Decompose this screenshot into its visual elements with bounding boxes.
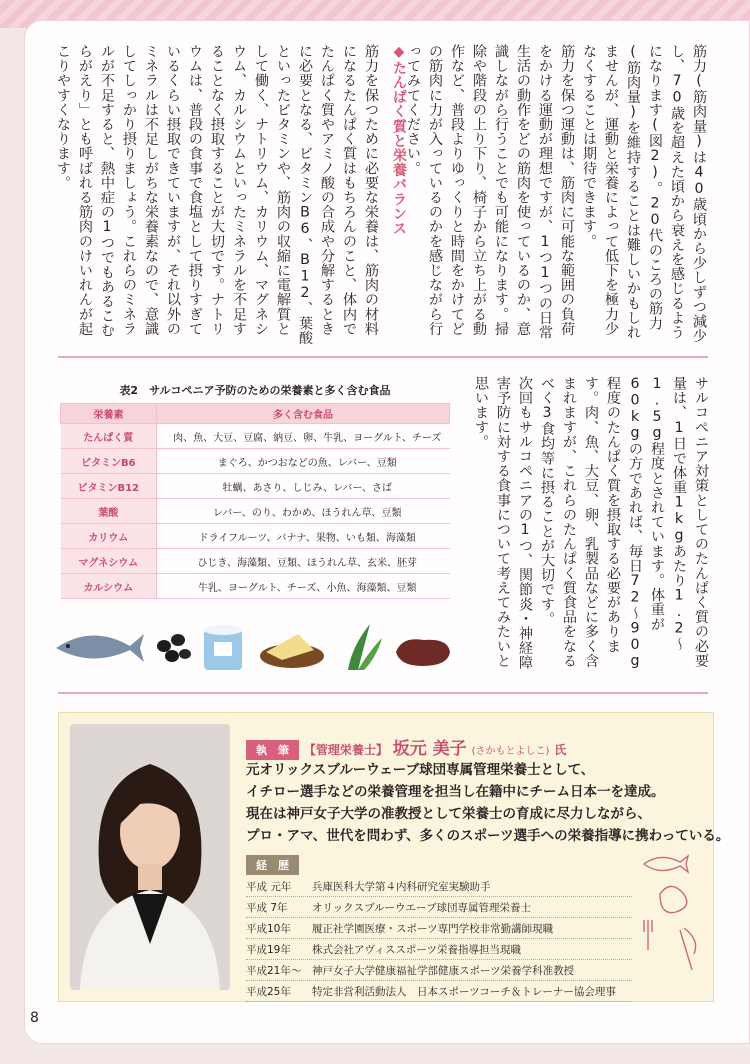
section-heading: ◆たんぱく質と栄養バランス [391, 44, 407, 236]
table-row [61, 499, 450, 524]
divider [58, 692, 708, 694]
paragraph: 筋力を保つ運動は、筋肉に可能な範囲の負荷をかける運動が理想ですが、1つ1つの日常生活の動作をどの筋肉を使っているのか、意識しながら行うことでも可能になります。掃除や階段の上り下り、椅子から立ち上がる動作など、普段よりゆっくりと時間をかけてどの筋肉に力が入っているのかを感じながら行ってみてください。 [405, 44, 575, 340]
food-cell: まぐろ、かつおなどの魚、レバー、豆類 [157, 449, 450, 474]
career-year: 平成19年 [246, 943, 291, 956]
nutrient-cell: カリウム [61, 524, 157, 549]
career-year: 平成25年 [246, 985, 291, 998]
liver-icon [396, 639, 450, 666]
cheese-icon [260, 634, 324, 668]
food-cell: レバー、のり、わかめ、ほうれん草、豆類 [157, 499, 450, 524]
nutrient-table [60, 403, 450, 599]
yogurt-icon [204, 625, 242, 670]
author-name: 坂元 美子 [392, 739, 467, 759]
career-desc: 株式会社アヴィススポーツ栄養指導担当現職 [312, 943, 521, 956]
career-desc: 特定非営利活動法人 日本スポーツコーチ＆トレーナー協会理事 [312, 985, 616, 998]
career-heading [246, 854, 299, 875]
food-cell: 牛乳、ヨーグルト、チーズ、小魚、海藻類、豆類 [157, 574, 450, 599]
career-year: 平成21年〜 [246, 964, 302, 977]
career-year: 平成 元年 [246, 880, 292, 893]
nutrient-cell: マグネシウム [61, 549, 157, 574]
bio-line: 現在は神戸女子大学の准教授として栄養士の育成に尽力しながら、 [246, 806, 651, 822]
career-row [246, 918, 632, 939]
bio-line: イチロー選手などの栄養管理を担当し在籍中にチーム日本一を達成。 [246, 784, 665, 800]
profile-tag: 執 筆 [246, 740, 299, 760]
fish-icon [56, 634, 144, 662]
column-top-right [405, 44, 710, 350]
nutrient-cell: カルシウム [61, 574, 157, 599]
seaweed-icon [348, 624, 382, 670]
bio-line: 元オリックスブルーウェーブ球団専属管理栄養士として、 [246, 762, 595, 778]
table-row [61, 549, 450, 574]
food-cell: 牡蠣、あさり、しじみ、レバー、さば [157, 474, 450, 499]
career-year: 平成10年 [246, 922, 291, 935]
author-portrait-icon [70, 724, 230, 990]
table-row [61, 424, 450, 449]
table-row [61, 474, 450, 499]
table-header: 多く含む食品 [157, 404, 450, 424]
nutrient-cell: ビタミンB12 [61, 474, 157, 499]
career-desc: 兵庫医科大学第４内科研究室実験助手 [312, 880, 491, 893]
author-suffix: 氏 [554, 743, 567, 757]
paragraph: 筋力(筋肉量)は40歳頃から少しずつ減少し、70歳を超えた頃から衰えを感じるようになります(図2)。20代のころの筋力(筋肉量)を維持することは難しいかもしれませんが、運動と栄養によって低下を極力少なくすることは期待できます。 [581, 44, 707, 344]
career-row [246, 981, 632, 1002]
career-year: 平成 7年 [246, 901, 288, 914]
table-header: 栄養素 [61, 404, 157, 424]
career-row [246, 939, 632, 960]
paragraph: サルコペニア対策としてのたんぱく質の必要量は、1日で体重1kgあたり1.2〜1.5g程度とされています。体重が60kgの方であれば、毎日72〜90g程度のたんぱく質を摂取する必要があります。肉、魚、大豆、卵、乳製品などに多く含まれますが、これらのたんぱく質食品をなるべく3食均等に摂ることが大切です。 [539, 376, 709, 670]
food-cell: 肉、魚、大豆、豆腐、納豆、卵、牛乳、ヨーグルト、チーズ [157, 424, 450, 449]
table-header-row [61, 404, 450, 424]
food-doodles-icon [640, 850, 710, 990]
page-number: 8 [30, 1010, 39, 1026]
divider [58, 356, 708, 358]
author-photo [70, 724, 230, 990]
career-desc: オリックスブルーウエーブ球団専属管理栄養士 [312, 901, 532, 914]
nutrient-cell: 葉酸 [61, 499, 157, 524]
food-illustrations [52, 616, 456, 676]
career-row [246, 897, 632, 918]
career-desc: 神戸女子大学健康福祉学部健康スポーツ栄養学科准教授 [312, 964, 575, 977]
food-cell: ドライフルーツ、バナナ、果物、いも類、海藻類 [157, 524, 450, 549]
career-row [246, 960, 632, 981]
career-list [246, 876, 632, 1002]
column-top-left [55, 44, 410, 350]
paragraph: 筋力を保つために必要な栄養は、筋肉の材料になるたんぱく質はもちろんのこと、体内でたんぱく質やアミノ酸の合成や分解するときに必要となる、ビタミンB6、B12、葉酸といったビタミンや、筋肉の収縮に電解質として働く、ナトリウム、カリウム、マグネシウム、カルシウムといったミネラルを不足することなく摂取することが大切です。ナトリウムは、普段の食事で食塩として摂りすぎているくらい摂取できていますが、それ以外のミネラルは不足しがちな栄養素なので、意識してしっかり摂りましょう。これらのミネラルが不足すると、熱中症の1つでもあるこむらがえり」とも呼ばれる筋肉のけいれんが起こりやすくなります。 [55, 44, 379, 345]
author-reading: (さかもとよしこ) [471, 746, 550, 757]
paragraph: 次回もサルコペニアの1つ、関節炎・神経障害予防に対する食事について考えてみたいと思います。 [473, 376, 533, 670]
table-row [61, 449, 450, 474]
author-line [246, 734, 566, 760]
nutrient-cell: たんぱく質 [61, 424, 157, 449]
table-row [61, 524, 450, 549]
bio-line: プロ・アマ、世代を問わず、多くのスポーツ選手への栄養指導に携わっている。 [246, 828, 730, 844]
career-desc: 履正社学園医療・スポーツ専門学校非常勤講師現職 [312, 922, 554, 935]
table-row [61, 574, 450, 599]
author-title: 【管理栄養士】 [303, 743, 388, 757]
column-bottom-right [472, 376, 712, 682]
food-cell: ひじき、海藻類、豆類、ほうれん草、玄米、胚芽 [157, 549, 450, 574]
career-tag: 経 歴 [246, 855, 299, 875]
table-caption: 表2 サルコペニア予防のための栄養素と多く含む食品 [119, 384, 391, 397]
nutrient-cell: ビタミンB6 [61, 449, 157, 474]
black-beans-icon [157, 634, 191, 662]
author-bio [246, 759, 729, 847]
career-row [246, 876, 632, 897]
